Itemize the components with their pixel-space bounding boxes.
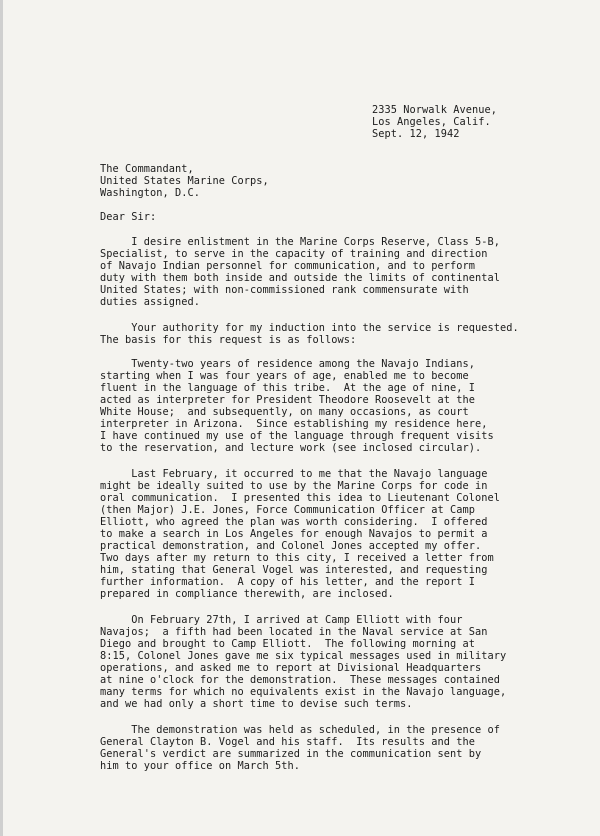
paragraph-line: him to your office on March 5th. xyxy=(100,760,300,772)
paragraph-line: I desire enlistment in the Marine Corps Reserve, Class 5-B, xyxy=(100,236,500,248)
recipient-line: Washington, D.C. xyxy=(100,187,200,199)
sender-address-line: 2335 Norwalk Avenue, xyxy=(372,104,497,116)
paragraph-line: duties assigned. xyxy=(100,296,200,308)
paragraph-line: Twenty-two years of residence among the Navajo Indians, xyxy=(100,358,475,370)
paragraph-line: many terms for which no equivalents exist in the Navajo language, xyxy=(100,686,507,698)
paragraph-line: 8:15, Colonel Jones gave me six typical messages used in military xyxy=(100,650,507,662)
paragraph-line: Last February, it occurred to me that the Navajo language xyxy=(100,468,488,480)
sender-address-line: Los Angeles, Calif. xyxy=(372,116,491,128)
paragraph-line: White House; and subsequently, on many occasions, as court xyxy=(100,406,469,418)
paragraph-line: The basis for this request is as follows: xyxy=(100,334,357,346)
paragraph-line: oral communication. I presented this idea to Lieutenant Colonel xyxy=(100,492,500,504)
paragraph-line: General's verdict are summarized in the communication sent by xyxy=(100,748,482,760)
recipient-line: The Commandant, xyxy=(100,163,194,175)
recipient-line: United States Marine Corps, xyxy=(100,175,269,187)
recipient-address xyxy=(100,163,269,199)
paragraph-line: United States; with non-commissioned rank commensurate with xyxy=(100,284,469,296)
paragraph-line: The demonstration was held as scheduled, in the presence of xyxy=(100,724,500,736)
paragraph-line: might be ideally suited to use by the Marine Corps for code in xyxy=(100,480,488,492)
paragraph-line: of Navajo Indian personnel for communication, and to perform xyxy=(100,260,475,272)
paragraph-line: starting when I was four years of age, enabled me to become xyxy=(100,370,469,382)
paragraph-line: and we had only a short time to devise such terms. xyxy=(100,698,413,710)
paragraph-line: Diego and brought to Camp Elliott. The following morning at xyxy=(100,638,475,650)
paragraph-line: operations, and asked me to report at Divisional Headquarters xyxy=(100,662,482,674)
paragraph-line: Your authority for my induction into the service is requested. xyxy=(100,322,519,334)
paragraph-line: Specialist, to serve in the capacity of training and direction xyxy=(100,248,488,260)
paragraph-line: Navajos; a fifth had been located in the Naval service at San xyxy=(100,626,488,638)
paragraph-line: him, stating that General Vogel was interested, and requesting xyxy=(100,564,488,576)
paragraph-line: to the reservation, and lecture work (see inclosed circular). xyxy=(100,442,482,454)
paragraph-line: practical demonstration, and Colonel Jones accepted my offer. xyxy=(100,540,482,552)
paragraph-line: acted as interpreter for President Theodore Roosevelt at the xyxy=(100,394,475,406)
paragraph-line: Two days after my return to this city, I received a letter from xyxy=(100,552,494,564)
paragraph-line: to make a search in Los Angeles for enough Navajos to permit a xyxy=(100,528,488,540)
paragraph-demonstration xyxy=(100,724,500,772)
paragraph-line: On February 27th, I arrived at Camp Elliott with four xyxy=(100,614,463,626)
paragraph-line: fluent in the language of this tribe. At the age of nine, I xyxy=(100,382,475,394)
paragraph-residence xyxy=(100,358,494,454)
paragraph-line: (then Major) J.E. Jones, Force Communication Officer at Camp xyxy=(100,504,475,516)
paragraph-line: Elliott, who agreed the plan was worth considering. I offered xyxy=(100,516,488,528)
paragraph-line: interpreter in Arizona. Since establishing my residence here, xyxy=(100,418,488,430)
paragraph-line: General Clayton B. Vogel and his staff. Its results and the xyxy=(100,736,475,748)
paragraph-code-idea xyxy=(100,468,500,600)
paragraph-line: prepared in compliance therewith, are inclosed. xyxy=(100,588,394,600)
salutation: Dear Sir: xyxy=(100,211,157,223)
paragraph-line: further information. A copy of his letter, and the report I xyxy=(100,576,475,588)
letter-date: Sept. 12, 1942 xyxy=(372,128,460,140)
paragraph-line: I have continued my use of the language through frequent visits xyxy=(100,430,494,442)
paragraph-line: duty with them both inside and outside the limits of continental xyxy=(100,272,500,284)
paragraph-enlistment-request xyxy=(100,236,500,308)
paragraph-authority-request xyxy=(100,322,519,346)
paragraph-line: at nine o'clock for the demonstration. These messages contained xyxy=(100,674,500,686)
sender-address xyxy=(372,104,497,140)
paragraph-camp-elliott xyxy=(100,614,506,710)
